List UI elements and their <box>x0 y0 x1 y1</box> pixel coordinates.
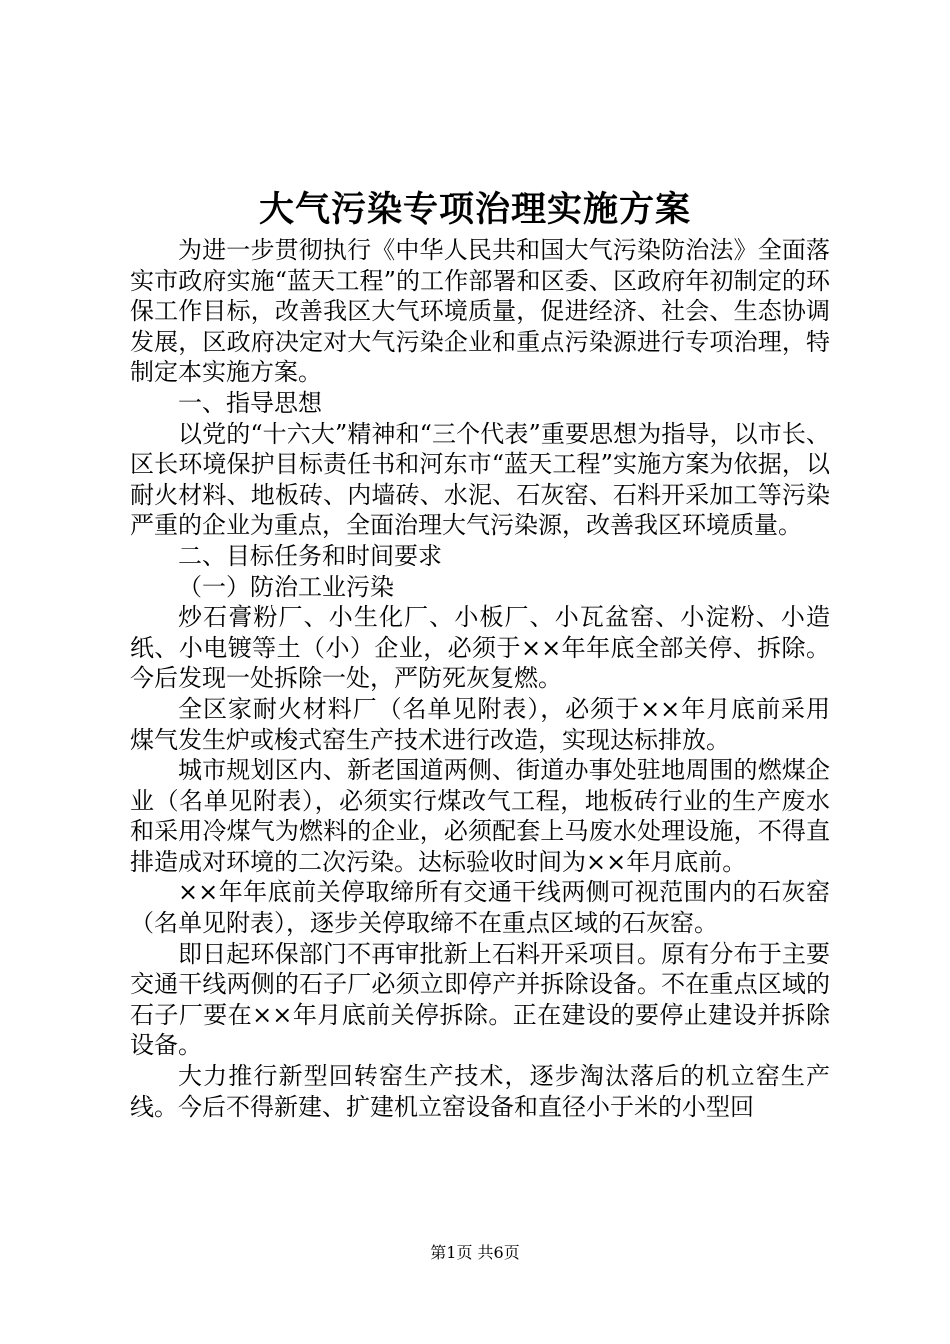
paragraph-intro: 为进一步贯彻执行《中华人民共和国大气污染防治法》全面落实市政府实施“蓝天工程”的工作部署和区委、区政府年初制定的环保工作目标，改善我区大气环境质量，促进经济、社会、生态协调发展，区政府决定对大气污染企业和重点污染源进行专项治理，特制定本实施方案。 <box>130 236 830 387</box>
paragraph-guiding-ideology: 以党的“十六大”精神和“三个代表”重要思想为指导，以市长、区长环境保护目标责任书和河东市“蓝天工程”实施方案为依据，以耐火材料、地板砖、内墙砖、水泥、石灰窑、石料开采加工等污染严重的企业为重点，全面治理大气污染源，改善我区环境质量。 <box>130 419 830 540</box>
page-footer: 第1页 共6页 <box>430 1243 520 1262</box>
document-title: 大气污染专项治理实施方案 <box>258 189 691 230</box>
paragraph-coal-to-gas: 城市规划区内、新老国道两侧、街道办事处驻地周围的燃煤企业（名单见附表），必须实行煤改气工程，地板砖行业的生产废水和采用冷煤气为燃料的企业，必须配套上马废水处理设施，不得直排造成对环境的二次污染。达标验收时间为××年月底前。 <box>130 756 830 876</box>
paragraph-small-enterprises: 炒石膏粉厂、小生化厂、小板厂、小瓦盆窑、小淀粉、小造纸、小电镀等土（小）企业，必须于××年年底全部关停、拆除。今后发现一处拆除一处，严防死灰复燃。 <box>130 603 830 693</box>
paragraph-lime-kilns: ××年年底前关停取缔所有交通干线两侧可视范围内的石灰窑（名单见附表），逐步关停取缔不在重点区域的石灰窑。 <box>130 878 830 938</box>
heading-targets: 二、目标任务和时间要求 <box>178 541 442 570</box>
paragraph-refractory: 全区家耐火材料厂（名单见附表），必须于××年月底前采用煤气发生炉或梭式窑生产技术进行改造，实现达标排放。 <box>130 694 830 754</box>
heading-guiding-ideology: 一、指导思想 <box>178 388 322 417</box>
subheading-industrial-pollution: （一）防治工业污染 <box>178 572 394 601</box>
paragraph-quarries: 即日起环保部门不再审批新上石料开采项目。原有分布于主要交通干线两侧的石子厂必须立即停产并拆除设备。不在重点区域的石子厂要在××年月底前关停拆除。正在建设的要停止建设并拆除设备。 <box>130 939 830 1060</box>
paragraph-rotary-kiln: 大力推行新型回转窑生产技术，逐步淘汰落后的机立窑生产线。今后不得新建、扩建机立窑设备和直径小于米的小型回 <box>130 1062 830 1121</box>
document-body <box>130 235 830 1122</box>
